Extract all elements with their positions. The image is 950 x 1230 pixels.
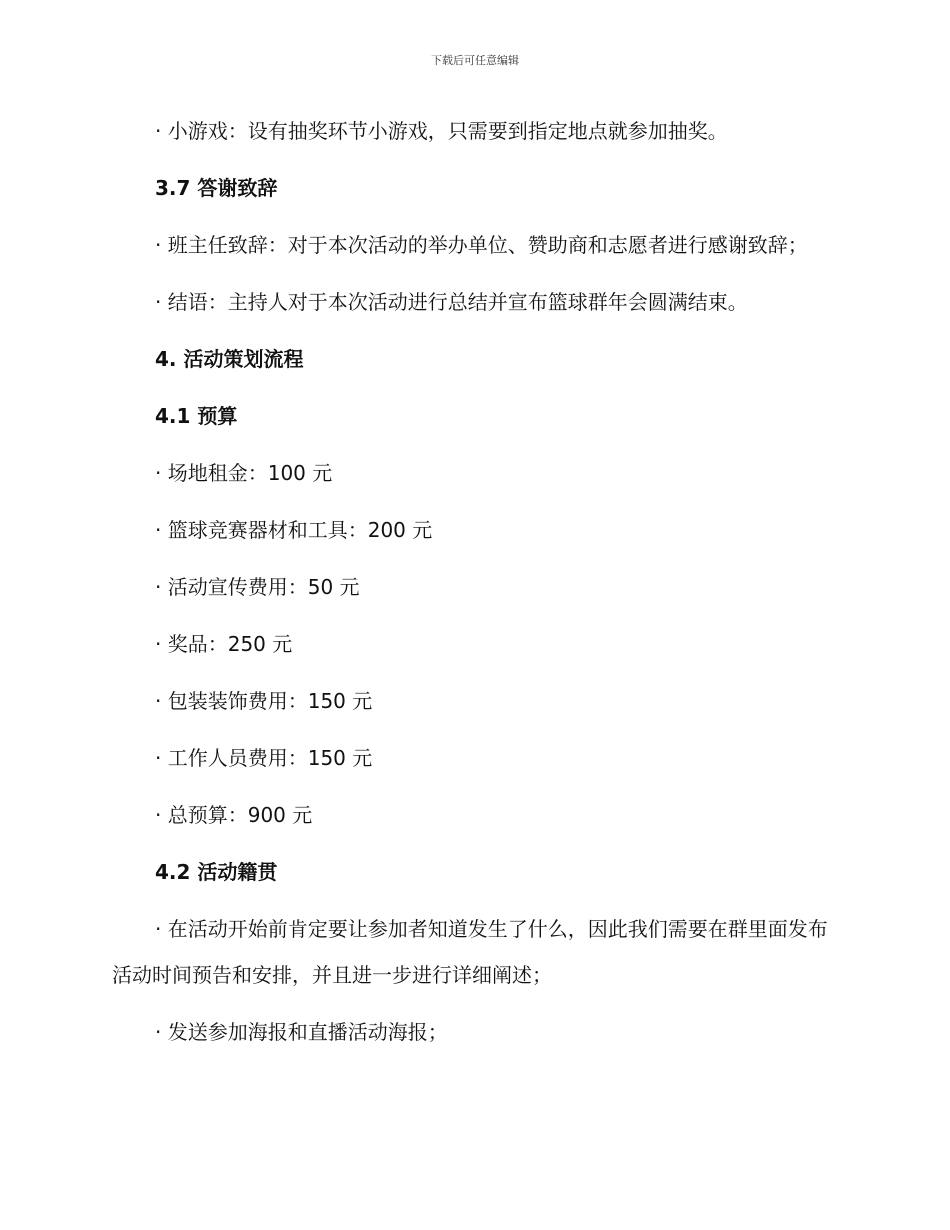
bullet-teacher-speech: · 班主任致辞：对于本次活动的举办单位、赞助商和志愿者进行感谢致辞； (155, 233, 808, 257)
section-heading-3-7: 3.7 答谢致辞 (155, 176, 278, 200)
section-heading-4: 4. 活动策划流程 (155, 347, 304, 371)
bullet-pre-announcement: · 在活动开始前肯定要让参加者知道发生了什么，因此我们需要在群里面发布活动时间预告和安排，并且进一步进行详细阐述； (112, 917, 828, 987)
budget-item-staff: · 工作人员费用：150 元 (155, 746, 373, 770)
budget-item-promotion: · 活动宣传费用：50 元 (155, 575, 360, 599)
bullet-closing: · 结语：主持人对于本次活动进行总结并宣布篮球群年会圆满结束。 (155, 290, 748, 314)
section-heading-4-2: 4.2 活动籍贯 (155, 860, 278, 884)
section-heading-4-1: 4.1 预算 (155, 404, 238, 428)
bullet-mini-game: · 小游戏：设有抽奖环节小游戏，只需要到指定地点就参加抽奖。 (155, 119, 728, 143)
budget-item-prizes: · 奖品：250 元 (155, 632, 293, 656)
budget-item-decoration: · 包装装饰费用：150 元 (155, 689, 373, 713)
page-header: 下载后可任意编辑 (431, 54, 519, 67)
document-body (112, 108, 828, 1066)
bullet-posters: · 发送参加海报和直播活动海报； (155, 1020, 448, 1044)
budget-item-equipment: · 篮球竞赛器材和工具：200 元 (155, 518, 433, 542)
budget-total: · 总预算：900 元 (155, 803, 313, 827)
budget-item-venue: · 场地租金：100 元 (155, 461, 333, 485)
